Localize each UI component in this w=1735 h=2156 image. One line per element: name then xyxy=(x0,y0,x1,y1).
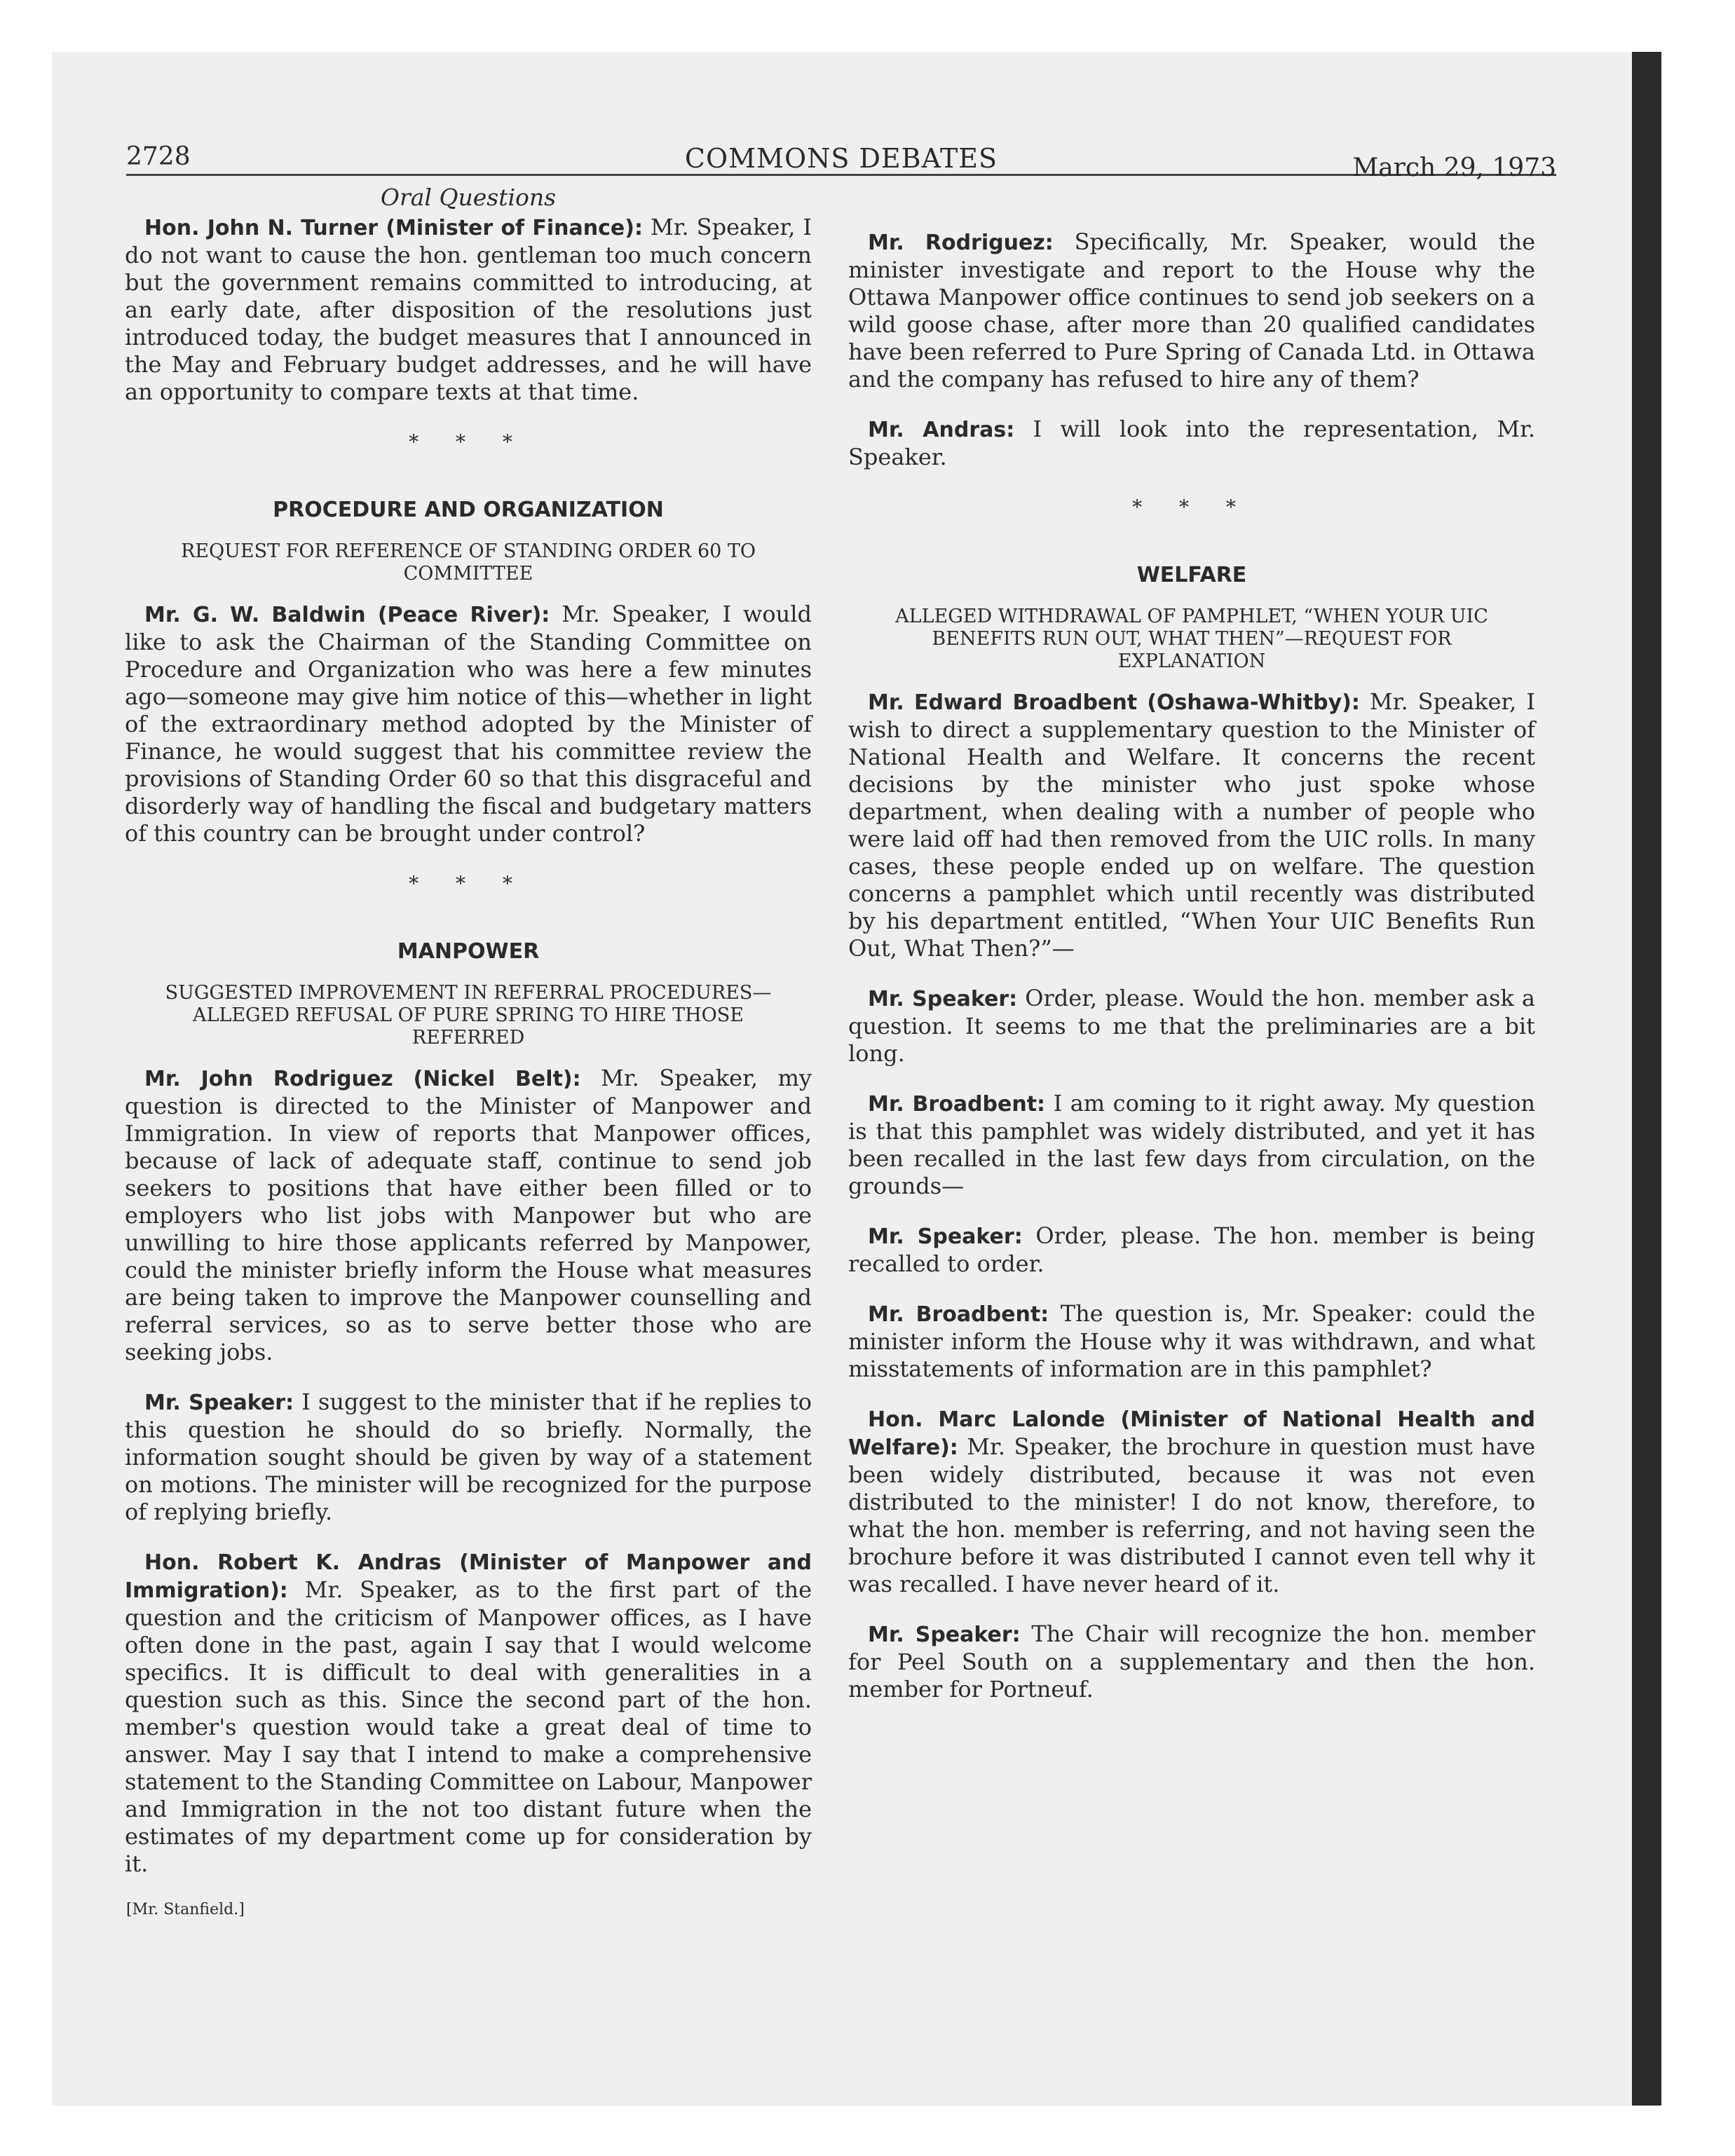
statement-rodriguez xyxy=(848,228,1535,393)
speaker-name: Mr. Andras: xyxy=(868,418,1015,442)
statement-speaker xyxy=(848,1222,1535,1278)
speaker-name: Mr. Broadbent: xyxy=(868,1302,1049,1327)
statement-andras xyxy=(125,1548,812,1878)
speaker-name: Hon. John N. Turner (Minister of Finance): xyxy=(144,216,643,240)
statement-text: Order, please. Would the hon. member ask a question. It seems to me that the preliminaries are a bit long. xyxy=(848,985,1536,1067)
section-label: Oral Questions xyxy=(380,184,557,211)
section-separator: * * * xyxy=(1132,496,1251,519)
publication-date: March 29, 1973 xyxy=(1352,153,1556,182)
section-separator: * * * xyxy=(409,872,528,895)
statement-text: Mr. Speaker, the brochure in question must have been widely distributed, because it was not even distributed to the minister! I do not know, therefore, to what the hon. member is referring, and not having seen the brochure before it was distributed I cannot even tell why it was recalled. I have never heard of it. xyxy=(848,1433,1535,1597)
statement-lalonde xyxy=(848,1405,1535,1598)
statement-broadbent xyxy=(848,688,1535,962)
statement-text: Specifically, Mr. Speaker, would the minister investigate and report to the House why the Ottawa Manpower office continues to send job seekers on a wild goose chase, after more than 20 qualified candidates have been referred to Pure Spring of Canada Ltd. in Ottawa and the company has refused to hire any of them? xyxy=(848,228,1535,393)
section-subheading-procedure: REQUEST FOR REFERENCE OF STANDING ORDER 60 TO COMMITTEE xyxy=(180,540,756,585)
statement-text: Mr. Speaker, as to the first part of the question and the criticism of Manpower offices, as I have often done in the past, again I say that I would welcome specifics. It is difficult to deal with generalities in a question such as this. Since the second part of the hon. member's question would take a great deal of time to answer. May I say that I intend to make a comprehensive statement to the Standing Committee on Labour, Manpower and Immigration in the not too distant future when the estimates of my department come up for consideration by it. xyxy=(125,1576,812,1877)
speaker-name: Mr. G. W. Baldwin (Peace River): xyxy=(144,603,550,627)
statement-text: Mr. Speaker, I wish to direct a supplementary question to the Minister of National Health and Welfare. It concerns the recent decisions by the minister who just spoke whose department, when dealing with a number of people who were laid off had then removed from the UIC rolls. In many cases, these people ended up on welfare. The question concerns a pamphlet which until recently was distributed by his department entitled, “When Your UIC Benefits Run Out, What Then?”— xyxy=(848,688,1535,962)
speaker-name: Mr. Edward Broadbent (Oshawa-Whitby): xyxy=(868,690,1360,715)
statement-broadbent xyxy=(848,1090,1535,1200)
footnote: [Mr. Stanfield.] xyxy=(126,1901,245,1918)
speaker-name: Hon. Marc Lalonde (Minister of National Health and Welfare): xyxy=(848,1407,1535,1460)
statement-text: Order, please. The hon. member is being recalled to order. xyxy=(848,1222,1536,1277)
statement-broadbent xyxy=(848,1300,1535,1383)
statement-andras xyxy=(848,416,1535,471)
statement-text: I will look into the representation, Mr. Speaker. xyxy=(848,416,1536,470)
statement-text: I am coming to it right away. My question is that this pamphlet was widely distributed, and yet it has been recalled in the last few days from circulation, on the grounds— xyxy=(848,1090,1536,1199)
left-column xyxy=(125,184,812,1923)
statement-text: The question is, Mr. Speaker: could the minister inform the House why it was withdrawn, and what misstatements of information are in this pamphlet? xyxy=(848,1300,1536,1382)
scan-edge xyxy=(1632,52,1661,2106)
statement-speaker xyxy=(848,985,1535,1067)
speaker-name: Mr. Speaker: xyxy=(868,1623,1021,1647)
page-header xyxy=(126,132,1556,182)
speaker-name: Mr. Rodriguez: xyxy=(868,231,1054,255)
statement-baldwin xyxy=(125,601,812,847)
speaker-name: Mr. Speaker: xyxy=(868,987,1018,1011)
page-number: 2728 xyxy=(126,142,191,171)
speaker-name: Mr. John Rodriguez (Nickel Belt): xyxy=(144,1067,581,1091)
statement-text: Mr. Speaker, I do not want to cause the hon. gentleman too much concern but the government remains committed to introducing, at an early date, after disposition of the resolutions just introduced today, the budget measures that I announced in the May and February budget addresses, and he will have an opportunity to compare texts at that time. xyxy=(125,214,812,405)
speaker-name: Mr. Speaker: xyxy=(868,1224,1023,1249)
statement-speaker xyxy=(848,1621,1535,1703)
statement-text: Mr. Speaker, I would like to ask the Chairman of the Standing Committee on Procedure and Organization who was here a few minutes ago—someone may give him notice of this—whether in light of the extraordinary method adopted by the Minister of Finance, he would suggest that his committee review the provisions of Standing Order 60 so that this disgraceful and disorderly way of handling the fiscal and budgetary matters of this country can be brought under control? xyxy=(125,601,812,847)
section-heading-welfare: WELFARE xyxy=(1136,563,1247,587)
statement-rodriguez xyxy=(125,1065,812,1366)
section-subheading-welfare: ALLEGED WITHDRAWAL OF PAMPHLET, “WHEN YOUR UIC BENEFITS RUN OUT, WHAT THEN”—REQUEST FOR EXPLANATION xyxy=(895,606,1488,672)
section-separator: * * * xyxy=(409,430,528,453)
speaker-name: Hon. Robert K. Andras (Minister of Manpower and Immigration): xyxy=(125,1550,812,1603)
statement-speaker xyxy=(125,1389,812,1526)
right-column xyxy=(848,228,1535,1726)
section-heading-procedure: PROCEDURE AND ORGANIZATION xyxy=(273,498,664,522)
statement-text: The Chair will recognize the hon. member for Peel South on a supplementary and then the hon. member for Portneuf. xyxy=(848,1621,1536,1703)
statement-turner xyxy=(125,214,812,406)
statement-text: I suggest to the minister that if he replies to this question he should do so briefly. Normally, the information sought should be given by way of a statement on motions. The minister will be recognized for the purpose of replying briefly. xyxy=(125,1389,812,1525)
section-subheading-manpower: SUGGESTED IMPROVEMENT IN REFERRAL PROCEDURES—ALLEGED REFUSAL OF PURE SPRING TO HIRE THOSE REFERRED xyxy=(165,982,772,1049)
publication-title: COMMONS DEBATES xyxy=(684,143,998,174)
section-heading-manpower: MANPOWER xyxy=(397,939,540,964)
speaker-name: Mr. Broadbent: xyxy=(868,1092,1046,1117)
statement-text: Mr. Speaker, my question is directed to the Minister of Manpower and Immigration. In view of reports that Manpower offices, because of lack of adequate staff, continue to send job seekers to positions that have either been filled or to employers who list jobs with Manpower but who are unwilling to hire those applicants referred by Manpower, could the minister briefly inform the House what measures are being taken to improve the Manpower counselling and referral services, so as to serve better those who are seeking jobs. xyxy=(125,1065,812,1365)
speaker-name: Mr. Speaker: xyxy=(144,1391,294,1415)
